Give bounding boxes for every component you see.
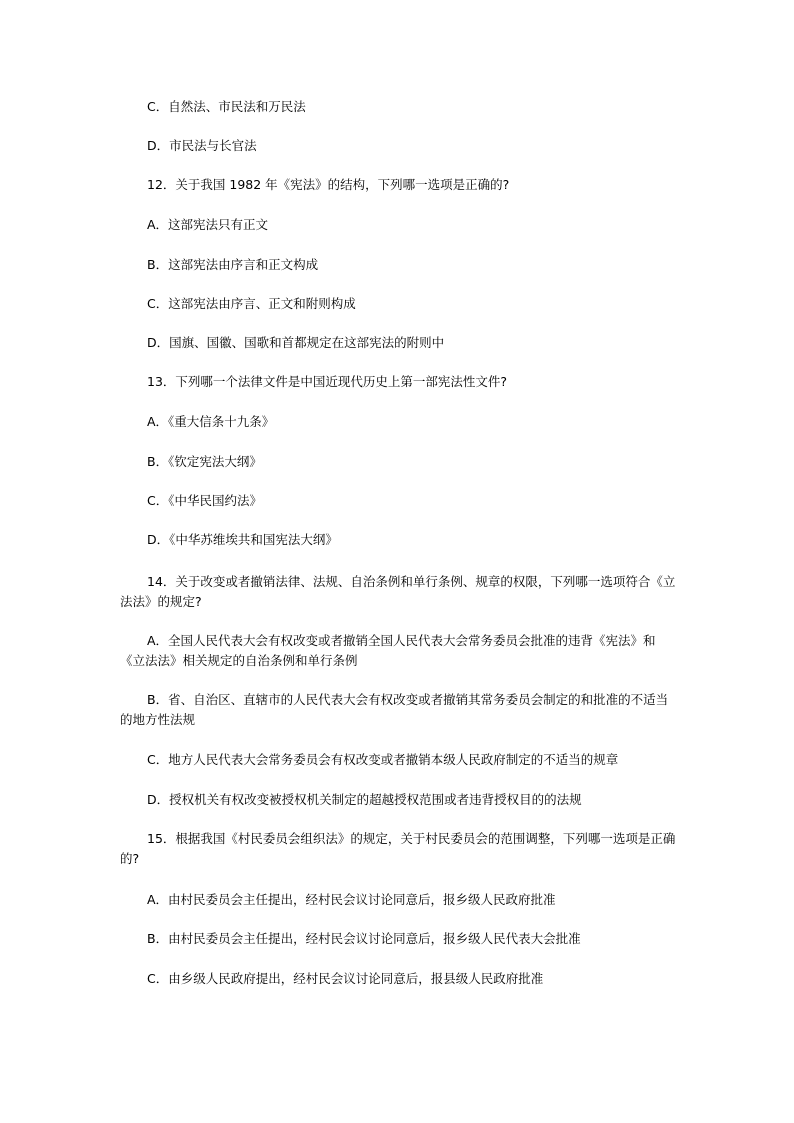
q15-option-b: B．由村民委员会主任提出，经村民会议讨论同意后，报乡级人民代表大会批准 <box>147 931 581 946</box>
q14-option-c: C．地方人民代表大会常务委员会有权改变或者撤销本级人民政府制定的不适当的规章 <box>147 752 619 767</box>
q12-option-c: C．这部宪法由序言、正文和附则构成 <box>147 296 356 311</box>
q12-option-b: B．这部宪法由序言和正文构成 <box>147 257 319 272</box>
q14-option-a: A．全国人民代表大会有权改变或者撤销全国人民代表大会常务委员会批准的违背《宪法》和《立法法》相关规定的自治条例和单行条例 <box>120 633 656 668</box>
q15-option-a: A．由村民委员会主任提出，经村民会议讨论同意后，报乡级人民政府批准 <box>147 892 556 907</box>
q13-option-b: B．《钦定宪法大纲》 <box>147 454 262 469</box>
q11-option-c: C．自然法、市民法和万民法 <box>147 99 306 114</box>
q12-option-d: D．国旗、国徽、国歌和首都规定在这部宪法的附则中 <box>147 335 445 350</box>
q12-stem: 12．关于我国 1982 年《宪法》的结构，下列哪一选项是正确的? <box>147 177 510 192</box>
q14-option-b: B．省、自治区、直辖市的人民代表大会有权改变或者撤销其常务委员会制定的和批准的不适当的地方性法规 <box>120 692 669 727</box>
q13-option-a: A．《重大信条十九条》 <box>147 414 275 429</box>
q15-stem: 15．根据我国《村民委员会组织法》的规定，关于村民委员会的范围调整，下列哪一选项是正确的? <box>120 831 676 866</box>
q14-option-d: D．授权机关有权改变被授权机关制定的超越授权范围或者违背授权目的的法规 <box>147 792 582 807</box>
q14-stem: 14．关于改变或者撤销法律、法规、自治条例和单行条例、规章的权限，下列哪一选项符合《立法法》的规定? <box>120 574 676 609</box>
q12-option-a: A．这部宪法只有正文 <box>147 217 269 232</box>
q13-option-d: D．《中华苏维埃共和国宪法大纲》 <box>147 532 338 547</box>
q15-option-c: C．由乡级人民政府提出，经村民会议讨论同意后，报县级人民政府批准 <box>147 971 544 986</box>
q13-option-c: C．《中华民国约法》 <box>147 493 262 508</box>
q13-stem: 13．下列哪一个法律文件是中国近现代历史上第一部宪法性文件? <box>147 374 508 389</box>
q11-option-d: D．市民法与长官法 <box>147 138 257 153</box>
